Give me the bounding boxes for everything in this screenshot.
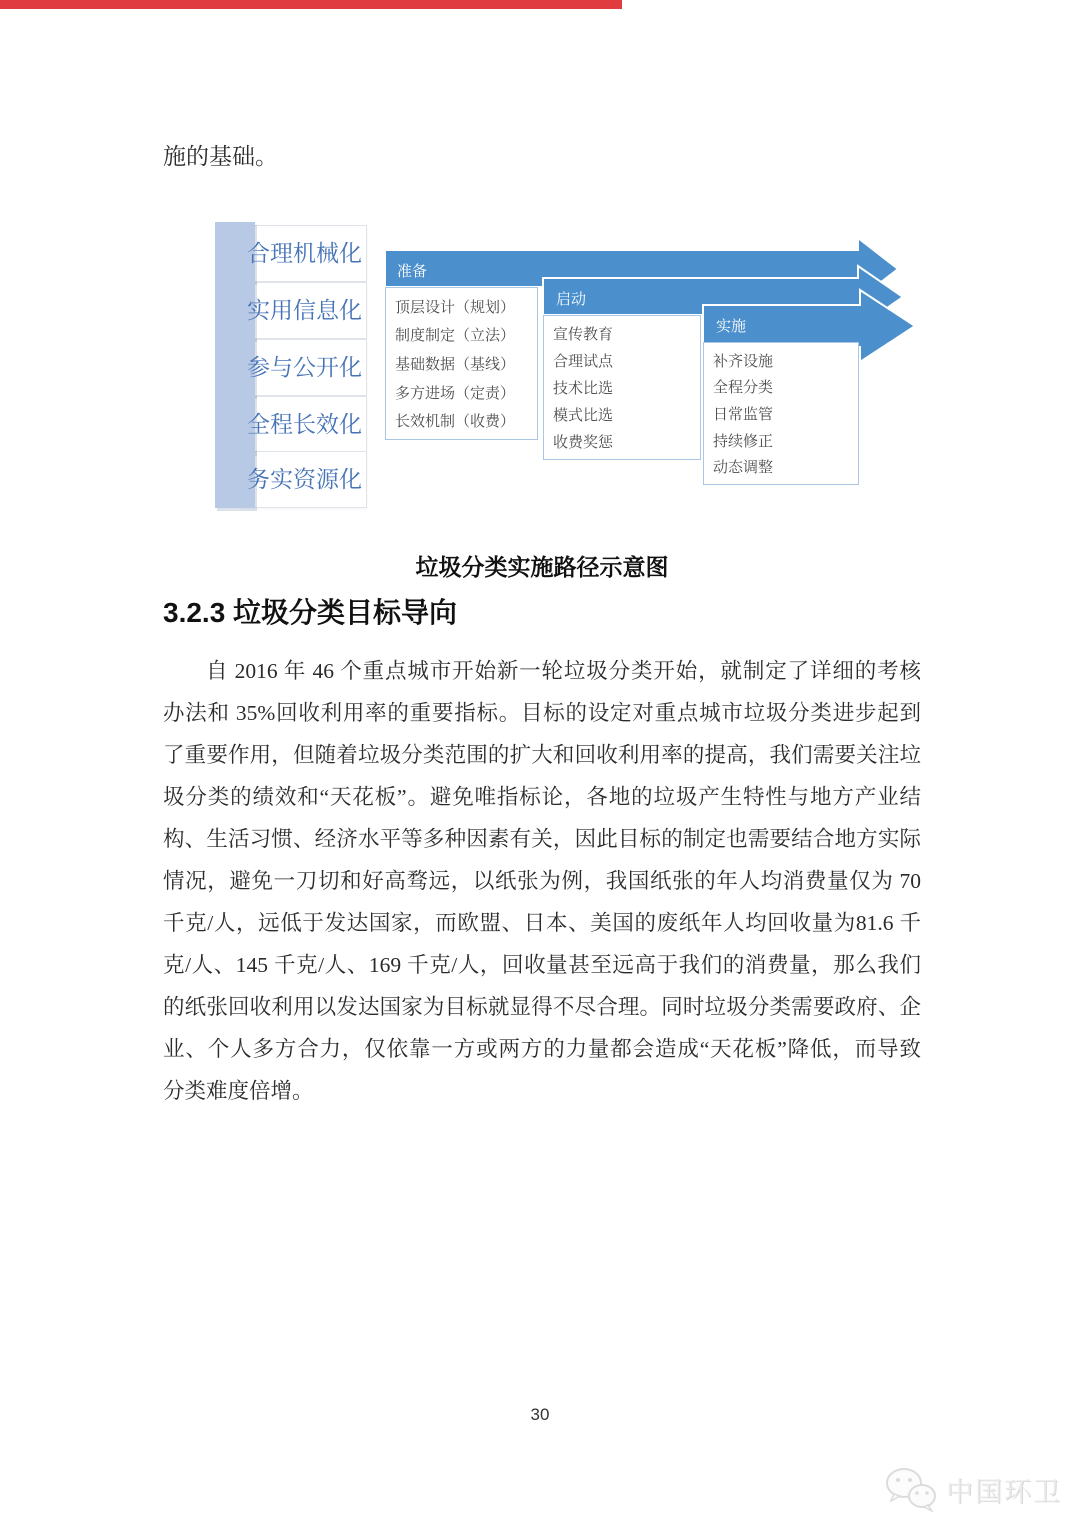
stage-item: 持续修正 — [713, 432, 774, 450]
intro-text: 施的基础。 — [163, 144, 278, 169]
stage-item: 制度制定（立法） — [395, 327, 516, 345]
stage-item: 日常监管 — [713, 405, 774, 423]
paragraph-line: 情况，避免一刀切和好高骛远，以纸张为例，我国纸张的年人均消费量仅为 70 — [163, 869, 921, 893]
figure-caption: 垃圾分类实施路径示意图 — [415, 554, 669, 580]
stage-item: 动态调整 — [713, 459, 774, 477]
paragraph-line: 构、生活习惯、经济水平等多种因素有关，因此目标的制定也需要结合地方实际 — [163, 827, 921, 851]
section-heading: 3.2.3 垃圾分类目标导向 — [163, 597, 458, 628]
paragraph-line: 了重要作用，但随着垃圾分类范围的扩大和回收利用率的提高，我们需要关注垃 — [163, 743, 921, 767]
stage-item: 模式比选 — [553, 407, 614, 424]
stage-title-prepare: 准备 — [397, 263, 428, 280]
stage-item: 多方进场（定责） — [395, 384, 516, 402]
paragraph-line: 克/人、145 千克/人、169 千克/人，回收量甚至远高于我们的消费量，那么我们 — [163, 953, 921, 977]
paragraph-line: 的纸张回收利用以发达国家为目标就显得不尽合理。同时垃圾分类需要政府、企 — [163, 995, 921, 1019]
stage-body-implement — [703, 342, 859, 485]
page-number: 30 — [530, 1405, 550, 1424]
stage-item: 基础数据（基线） — [395, 355, 516, 373]
figure-implementation-path — [0, 0, 1080, 560]
principle-item — [215, 396, 367, 456]
watermark-label: 中国环卫 — [946, 1476, 1062, 1507]
principle-item — [215, 451, 367, 511]
stage-body-prepare — [385, 287, 538, 440]
paragraph-line: 办法和 35%回收利用率的重要指标。目标的设定对重点城市垃圾分类进步起到 — [163, 701, 921, 725]
stage-item: 长效机制（收费） — [395, 413, 516, 431]
wechat-bubbles-icon — [884, 1466, 938, 1512]
principle-label: 合理机械化 — [247, 240, 362, 266]
principle-item — [215, 225, 367, 285]
paragraph-line: 业、个人多方合力，仅依靠一方或两方的力量都会造成“天花板”降低，而导致 — [163, 1037, 921, 1061]
stage-item: 技术比选 — [553, 380, 614, 397]
principle-item — [215, 339, 367, 399]
paragraph-line: 自 2016 年 46 个重点城市开始新一轮垃圾分类开始，就制定了详细的考核 — [206, 659, 921, 683]
stage-item: 收费奖惩 — [553, 434, 614, 451]
paragraph-line: 圾分类的绩效和“天花板”。避免唯指标论，各地的垃圾产生特性与地方产业结 — [163, 785, 921, 809]
stage-item: 补齐设施 — [713, 352, 774, 370]
stage-item: 顶层设计（规划） — [395, 298, 516, 316]
principle-label: 务实资源化 — [247, 466, 362, 492]
watermark — [884, 1466, 1062, 1512]
stage-body-launch — [543, 315, 701, 460]
paragraph-line: 分类难度倍增。 — [163, 1079, 314, 1103]
paragraph-line: 千克/人，远低于发达国家，而欧盟、日本、美国的废纸年人均回收量为81.6 千 — [163, 911, 921, 935]
principle-label: 参与公开化 — [247, 354, 362, 380]
stage-item: 合理试点 — [553, 353, 614, 370]
principle-label: 全程长效化 — [247, 411, 362, 437]
stage-title-implement: 实施 — [716, 318, 747, 335]
stage-item: 全程分类 — [713, 379, 774, 397]
stage-title-launch: 启动 — [556, 291, 587, 308]
body-paragraph — [163, 650, 921, 1112]
stage-item: 宣传教育 — [553, 326, 614, 343]
principle-item — [215, 282, 367, 342]
principle-label: 实用信息化 — [247, 297, 362, 323]
